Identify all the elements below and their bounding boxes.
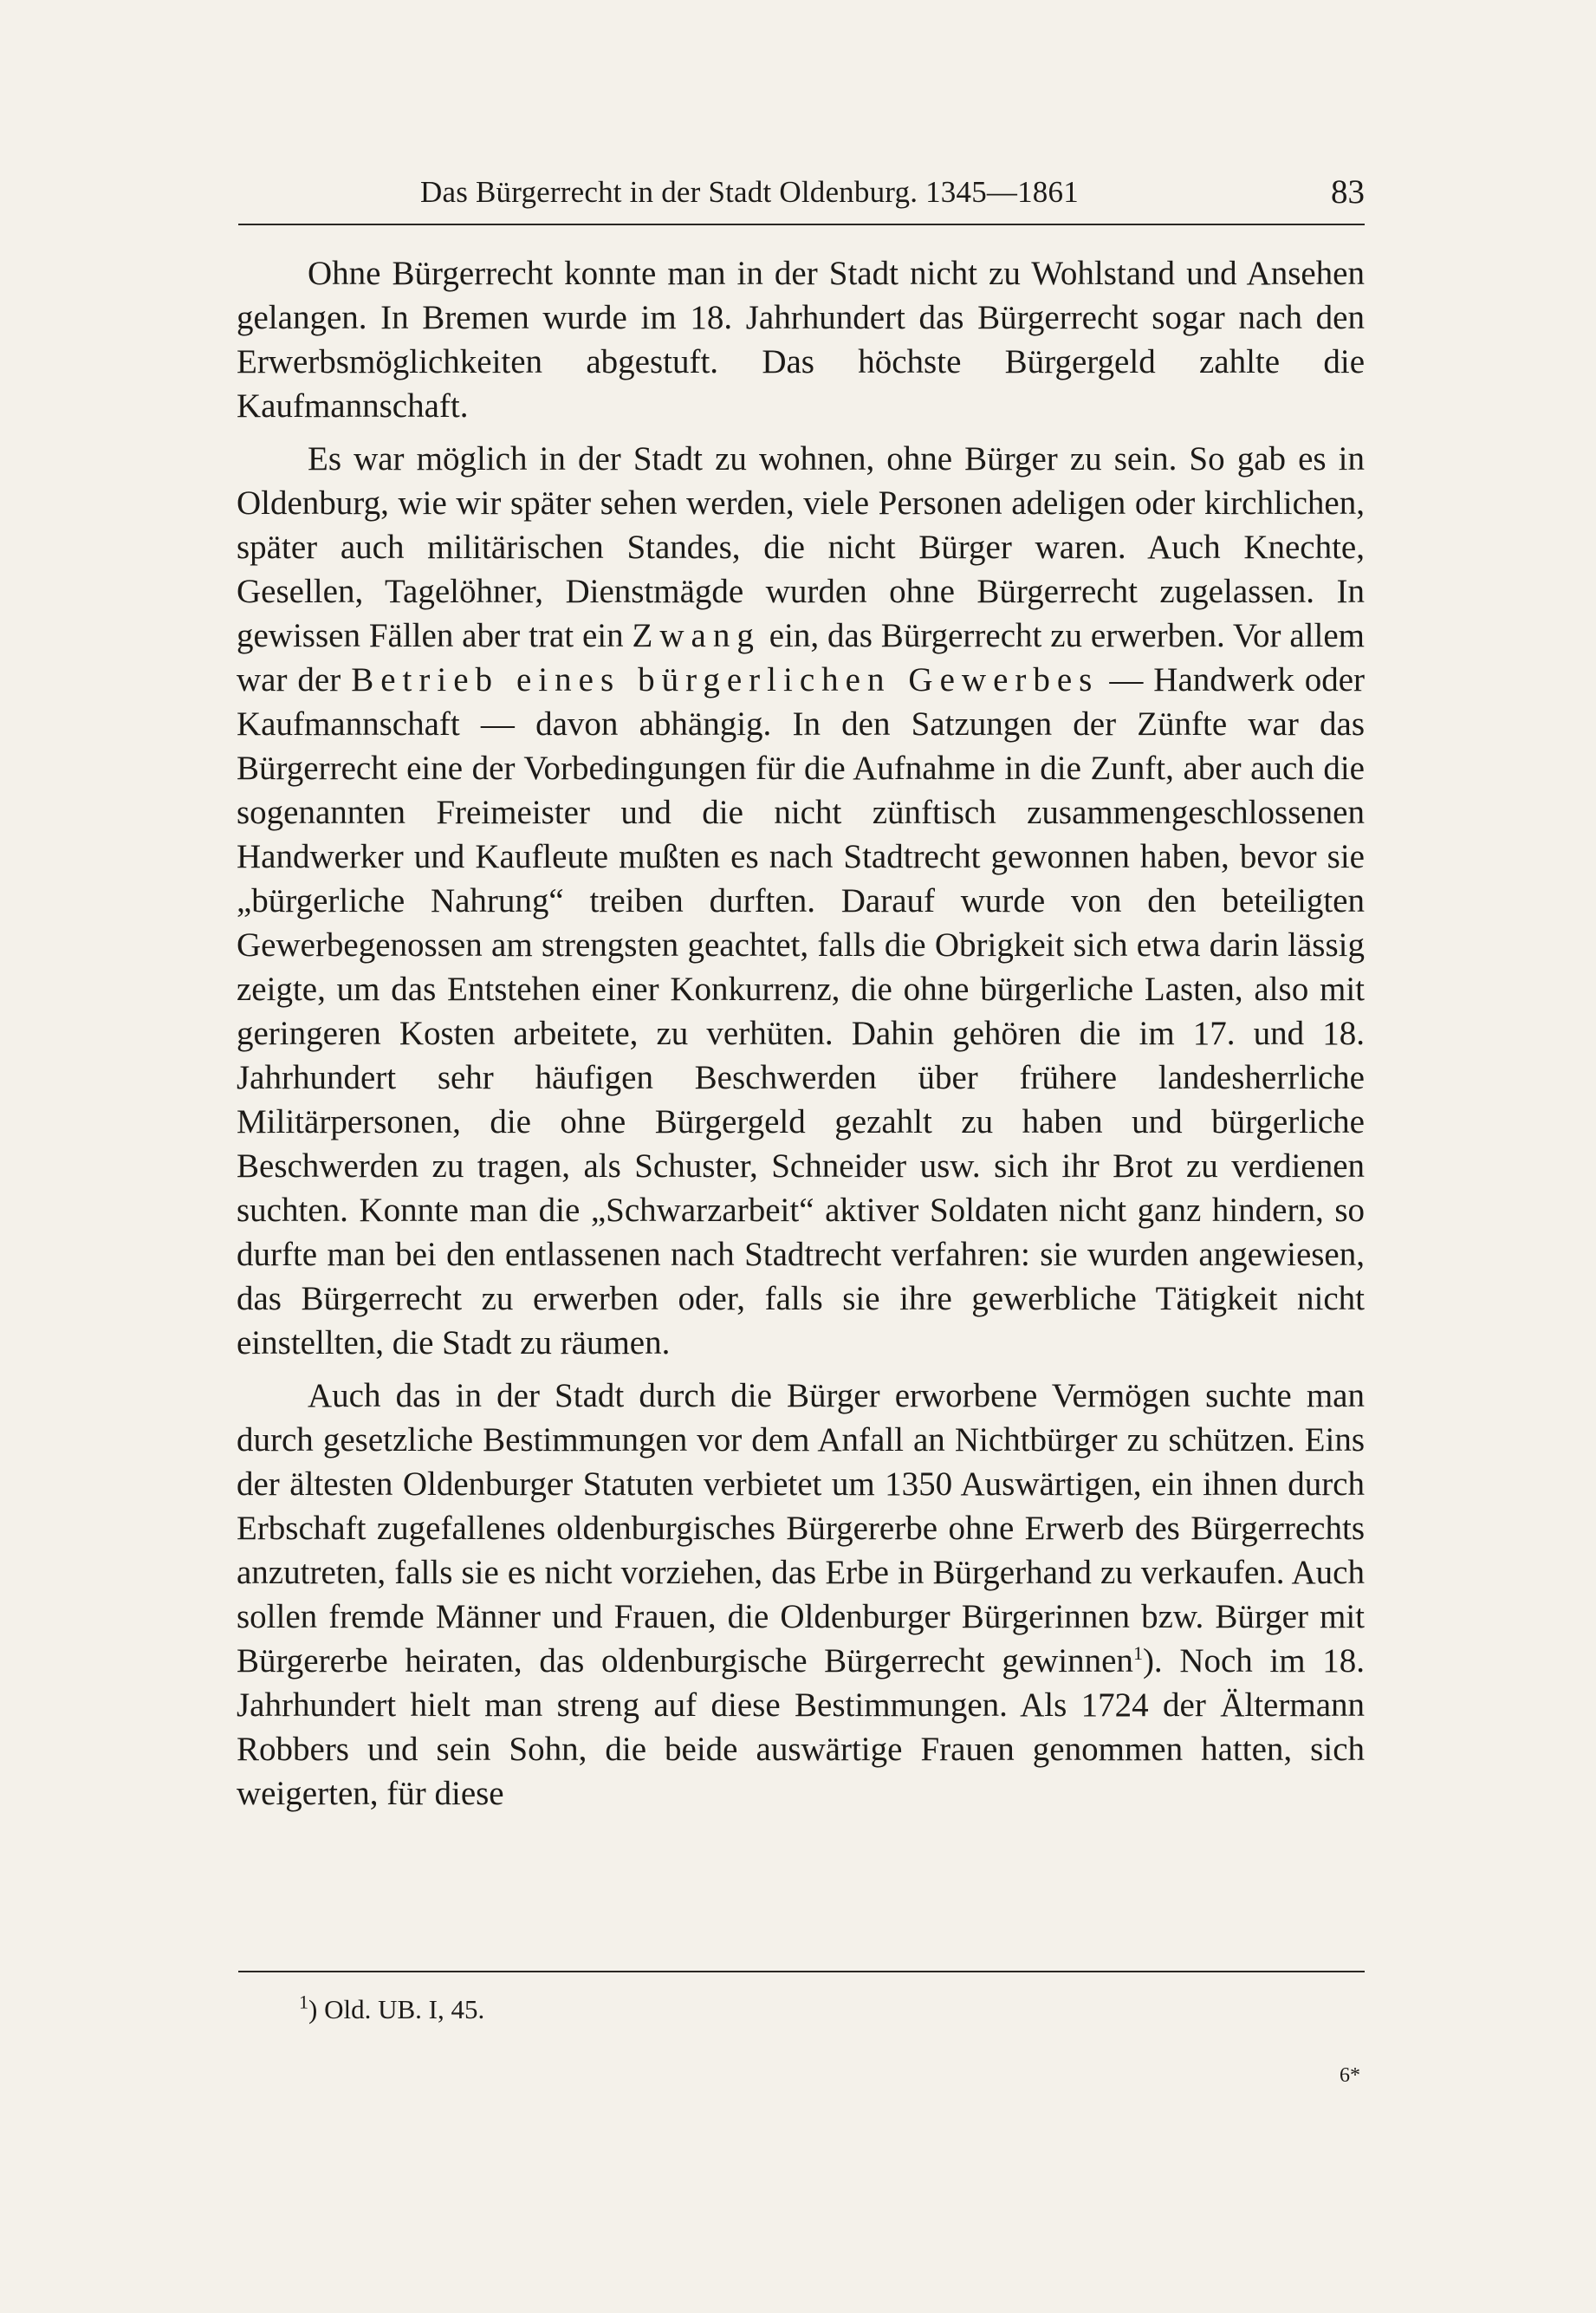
paragraph-1-text: Ohne Bürgerrecht konnte man in der Stadt nicht zu Wohlstand und Ansehen gelangen. In Bremen wurde im 18. Jahrhundert das Bürgerrecht sogar nach den Erwerbsmöglichkeiten abgestuft. Das höchste Bürgergeld zahlte die Kaufmannschaft. (237, 255, 1365, 425)
footnote-reference: 1 (1132, 1642, 1143, 1664)
header-rule (238, 224, 1365, 225)
paragraph-2-text-b: ein, das Bürgerrecht zu erwerben. Vor allem war der (237, 617, 1365, 698)
paragraph-3-text-a: Auch das in der Stadt durch die Bürger erworbene Vermögen suchte man durch gesetzliche Bestimmungen vor dem Anfall an Nichtbürger zu schützen. Eins der ältesten Oldenburger Statuten verbietet um 1350 Auswärtigen, ein ihnen durch Erbschaft zugefallenes oldenburgisches Bürgererbe ohne Erwerb des Bürgerrechts anzutreten, falls sie es nicht vorziehen, das Erbe in Bürgerhand zu verkaufen. Auch sollen fremde Männer und Frauen, die Oldenburger Bürgerinnen bzw. Bürger mit Bürgererbe heiraten, das oldenburgische Bürgerrecht gewinnen (237, 1377, 1365, 1680)
emphasis-betrieb: Betrieb eines bürgerlichen Gewerbes (351, 661, 1100, 698)
page-header (238, 170, 1365, 222)
footnote-rule (238, 1971, 1365, 1972)
footnote (299, 1991, 484, 2028)
paragraph-1 (237, 251, 1365, 428)
running-title: Das Bürgerrecht in der Stadt Oldenburg. 1345—1861 (420, 175, 1079, 209)
signature-mark: 6* (1340, 2064, 1360, 2087)
footnote-marker: 1 (299, 1991, 308, 2013)
paragraph-3-text-b: ). Noch im 18. Jahrhundert hielt man streng auf diese Bestimmungen. Als 1724 der Ältermann Robbers und sein Sohn, die beide auswärtige Frauen genommen hatten, sich weigerten, für diese (237, 1642, 1365, 1812)
body-text (237, 251, 1365, 1824)
paragraph-2 (237, 437, 1365, 1365)
emphasis-zwang: Zwang (632, 617, 761, 654)
paragraph-2-text-c: — Handwerk oder Kaufmannschaft — davon abhängig. In den Satzungen der Zünfte war das Bürgerrecht eine der Vorbedingungen für die Aufnahme in die Zunft, aber auch die sogenannten Freimeister und die nicht zünftisch zusammengeschlossenen Handwerker und Kaufleute mußten es nach Stadtrecht gewonnen haben, bevor sie „bürgerliche Nahrung“ treiben durften. Darauf wurde von den beteiligten Gewerbegenossen am strengsten geachtet, falls die Obrigkeit sich etwa darin lässig zeigte, um das Entstehen einer Konkurrenz, die ohne bürgerliche Lasten, also mit geringeren Kosten arbeitete, zu verhüten. Dahin gehören die im 17. und 18. Jahrhundert sehr häufigen Beschwerden über frühere landesherrliche Militärpersonen, die ohne Bürgergeld gezahlt zu haben und bürgerliche Beschwerden zu tragen, als Schuster, Schneider usw. sich ihr Brot zu verdienen suchten. Konnte man die „Schwarzarbeit“ aktiver Soldaten nicht ganz hindern, so durfte man bei den entlassenen nach Stadtrecht verfahren: sie wurden angewiesen, das Bürgerrecht zu erwerben oder, falls sie ihre gewerbliche Tätigkeit nicht einstellten, die Stadt zu räumen. (237, 661, 1366, 1361)
page-number: 83 (1331, 173, 1365, 211)
paragraph-2-text-a: Es war möglich in der Stadt zu wohnen, ohne Bürger zu sein. So gab es in Oldenburg, wie wir später sehen werden, viele Personen adeligen oder kirchlichen, später auch militärischen Standes, die nicht Bürger waren. Auch Knechte, Gesellen, Tagelöhner, Dienstmägde wurden ohne Bürgerrecht zugelassen. In gewissen Fällen aber trat ein (237, 440, 1365, 654)
footnote-text: ) Old. UB. I, 45. (308, 1994, 485, 2024)
paragraph-3 (237, 1374, 1365, 1816)
